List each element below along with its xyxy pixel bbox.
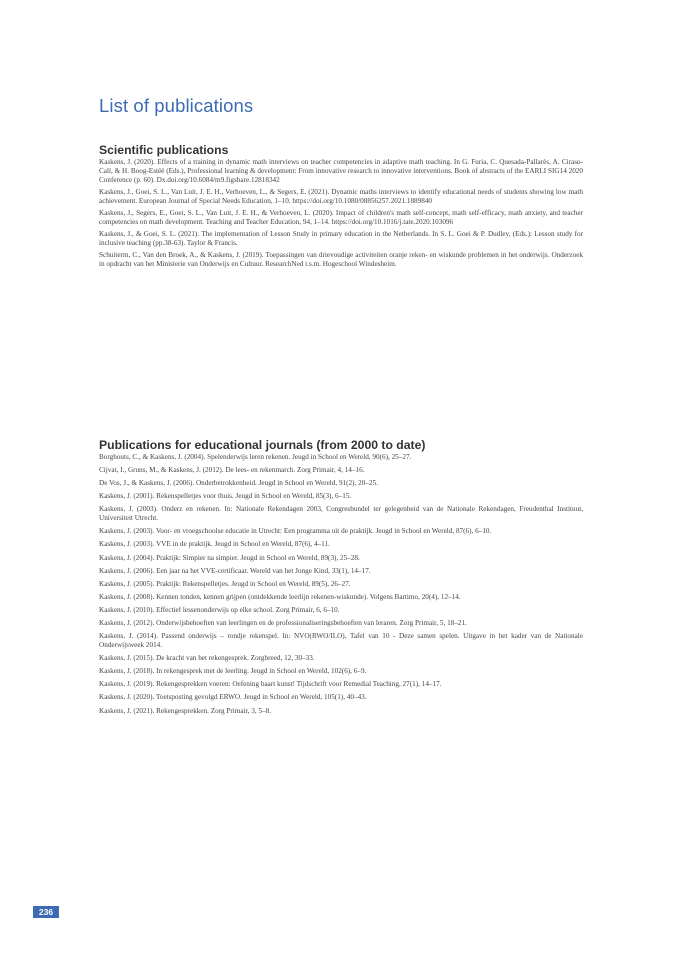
- educational-journals-section: [99, 438, 583, 720]
- reference-entry: Kaskens, J. (2020). Effects of a training in dynamic math interviews on teacher competencies in adaptive math teaching. In G. Furia, C. Quesada-Pallarès, A. Ciraso-Calí, & H. Boog-Estéé (Eds.), Professional learning & development: From innovative research to innovative interventions. Book of abstracts of the EARLI SIG14 2020 Conference (p. 60). Dx.doi.org/10.6084/m9.figshare.12818342: [99, 158, 583, 184]
- reference-entry: Kaskens, J. (2008). Kennen tonden, kennen grijpen (ontdekkende leerlijn rekenen-wiskunde). Volgens Bartimo, 20(4), 12–14.: [99, 592, 461, 601]
- reference-entry: Kaskens, J. (2001). Rekenspelletjes voor thuis. Jeugd in School en Wereld, 85(3), 6–15.: [99, 492, 352, 501]
- reference-entry: Kaskens, J. (2006). Een jaar na het VVE-certificaat. Wereld van het Jonge Kind, 33(1), 14–17.: [99, 566, 371, 575]
- reference-entry: Kaskens, J. (2018). In rekengesprek met de leerling. Jeugd in School en Wereld, 102(6), 6–9.: [99, 667, 367, 676]
- reference-entry: Kaskens, J. (2004). Praktijk: Simpier na simpier. Jeugd in School en Wereld, 89(3), 25–28.: [99, 553, 360, 562]
- scientific-publications-heading: Scientific publications: [99, 143, 229, 157]
- reference-entry: Kaskens, J., Goei, S. L., Van Luit, J. E. H., Verhoeven, L., & Segers, E. (2021). Dynamic maths interviews to identify educational needs of students showing low math achievement. European Journal of Special Needs Education, 1–10. https://doi.org/10.1080/08856257.2021.1889840: [99, 187, 583, 205]
- reference-entry: De Vos, J., & Kaskens, J. (2006). Onderbetrokkenheid. Jeugd in School en Wereld, 91(2), 20–25.: [99, 479, 378, 488]
- reference-entry: Kaskens, J. (2010). Effectief lessenonderwijs op elke school. Zorg Primair, 6, 6–10.: [99, 605, 340, 614]
- reference-entry: Kaskens, J. (2003). Voor- en vroegschoolse educatie in Utrecht: Een programma uit de praktijk. Jeugd in School en Wereld, 87(6), 6–10.: [99, 527, 492, 536]
- reference-entry: Kaskens, J. (2005). Praktijk: Rekenspelletjes. Jeugd in School en Wereld, 89(5), 26–27.: [99, 579, 351, 588]
- reference-entry: Kaskens, J., & Goei, S. L. (2021). The implementation of Lesson Study in primary education in the Netherlands. In S. L. Goei & P. Dudley, (Eds.): Lesson study for inclusive teaching (pp.38-63). Taylor & Francis.: [99, 229, 583, 247]
- reference-entry: Cijvat, I., Gruns, M., & Kaskens, J. (2012). De lees- en rekenmarch. Zorg Primair, 4, 14–16.: [99, 466, 365, 475]
- reference-entry: Kaskens, J. (2015). De kracht van het rekengesprek. Zorgbreed, 12, 30–33.: [99, 654, 315, 663]
- reference-entry: Schuiterm, C., Van den Broek, A., & Kaskens, J. (2019). Toepassingen van drievoudige activiteiten oranje reken- en wiskunde problemen in het onderwijs. Onderzoek in opdracht van het Ministerie van Onderwijs en Cultuur. ResearchNed i.s.m. Hogeschool Windesheim.: [99, 250, 583, 268]
- reference-entry: Kaskens, J. (2019). Rekengesprekken voeren: Oefening baart kunst! Tijdschrift voor Remedial Teaching, 27(1), 14–17.: [99, 680, 442, 689]
- reference-entry: Kaskens, J. (2012). Onderwijsbehoeften van leerlingen en de professionaliseringsbehoeften van leraren. Zorg Primair, 5, 18–21.: [99, 619, 467, 628]
- reference-entry: Kaskens, J. (2003). Onderz en rekenen. In: Nationale Rekendagen 2003, Congresbundel ter gelegenheid van de Nationale Rekendagen, Freudenthal Instituut, Universiteit Utrecht.: [99, 505, 583, 523]
- educational-journals-heading: Publications for educational journals (from 2000 to date): [99, 438, 426, 452]
- page-number: 236: [33, 906, 59, 918]
- reference-entry: Kaskens, J. (2003). VVE in de praktijk. Jeugd in School en Wereld, 87(6), 4–11.: [99, 540, 330, 549]
- scientific-publications-section: [99, 143, 583, 272]
- reference-entry: Kaskens, J. (2021). Rekengesprekken. Zorg Primair, 3, 5–8.: [99, 706, 272, 715]
- reference-entry: Borghouts, C., & Kaskens, J. (2004). Spelenderwijs leren rekenen. Jeugd in School en Wereld, 90(6), 25–27.: [99, 453, 412, 461]
- reference-entry: Kaskens, J., Segers, E., Goei, S. L., Van Luit, J. E. H., & Verhoeven, L. (2020). Impact of children's math self-concept, math self-efficacy, math anxiety, and teacher competencies on math development. Teaching and Teacher Education, 94, 1–14. https://doi.org/10.1016/j.tate.2020.103096: [99, 208, 583, 226]
- reference-entry: Kaskens, J. (2014). Passend onderwijs – rondje rekenspel. In: NVO(RWO/ILO), Tafel van 10 - Deze samen spelen. Uitgave in het kader van de Nationale Onderwijsweek 2014.: [99, 632, 583, 650]
- reference-entry: Kaskens, J. (2020). Toetsposting gevolgd ERWO. Jeugd in School en Wereld, 105(1), 40–43.: [99, 693, 367, 702]
- page-title: List of publications: [99, 95, 254, 116]
